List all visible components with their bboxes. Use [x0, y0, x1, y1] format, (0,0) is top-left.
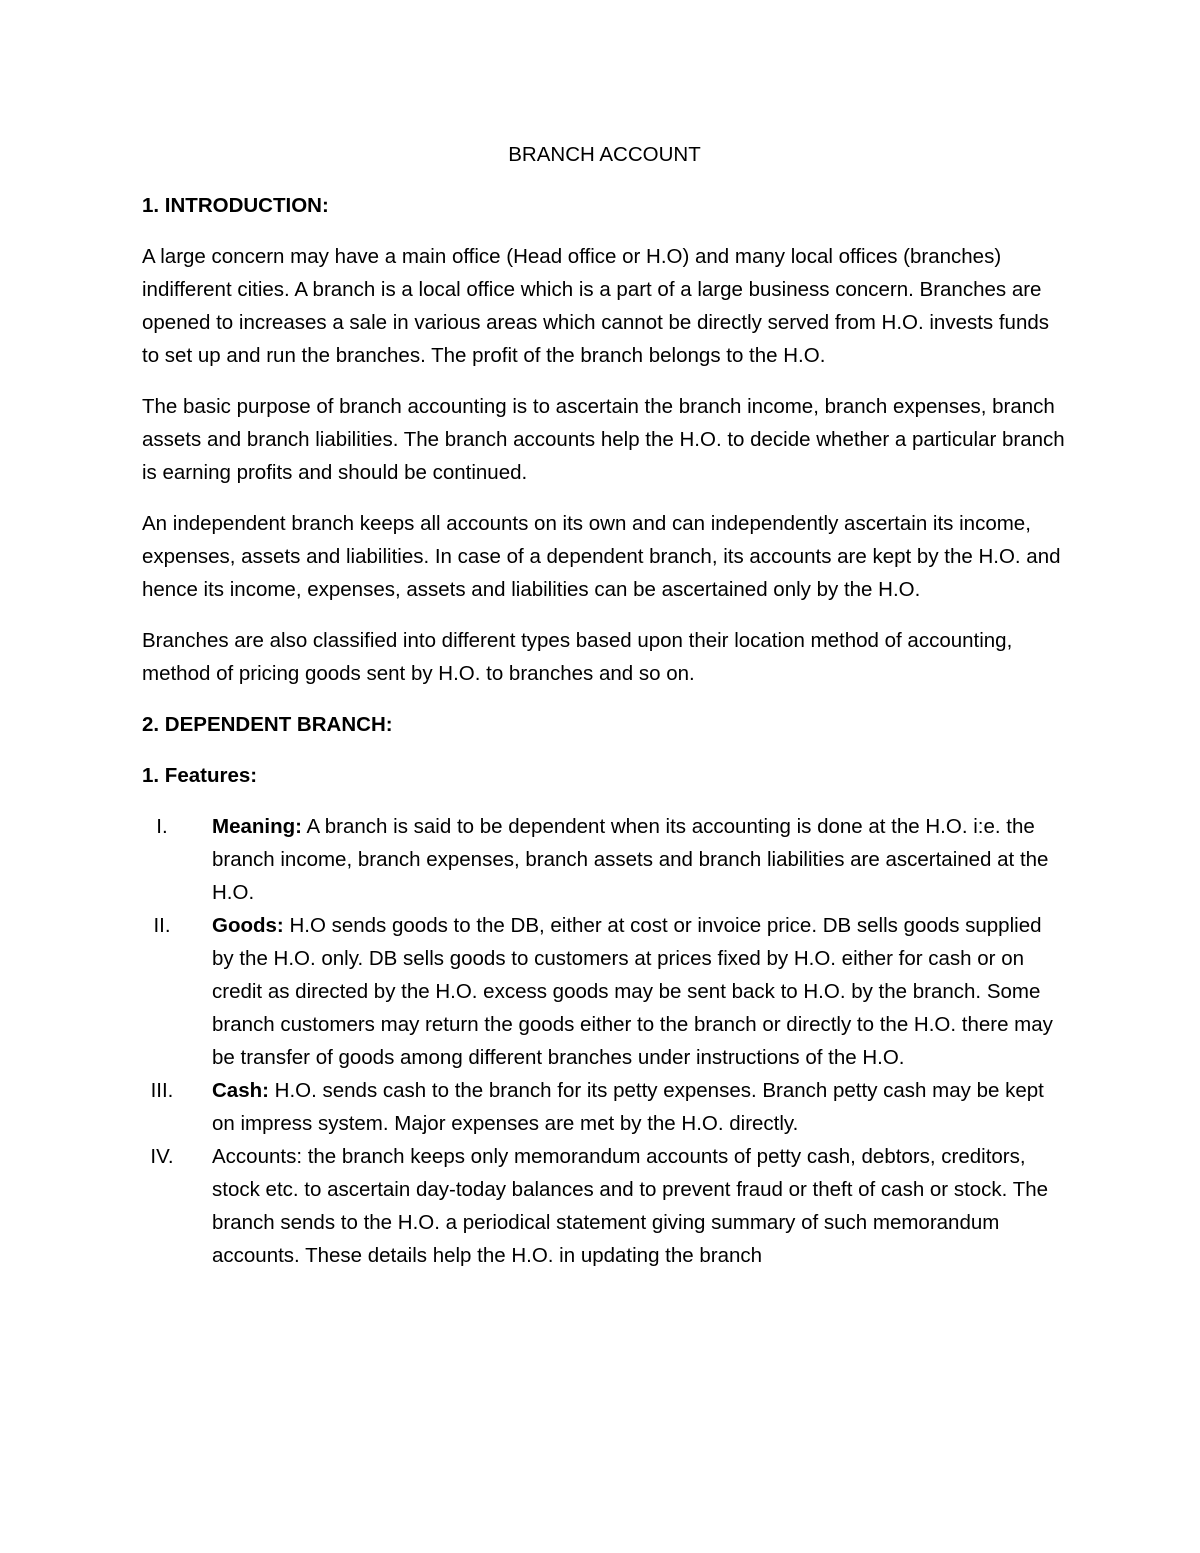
feature-label: Meaning:: [212, 815, 302, 838]
feature-item-cash: [142, 1074, 1067, 1140]
document-page: [142, 138, 1067, 1272]
subheading-features: 1. Features:: [142, 764, 258, 787]
feature-label: Goods:: [212, 914, 284, 937]
feature-item-accounts: [142, 1140, 1067, 1272]
feature-text: H.O. sends cash to the branch for its petty expenses. Branch petty cash may be kept on impress system. Major expenses are met by the H.O. directly.: [212, 1079, 1044, 1135]
feature-number: IV.: [150, 1145, 174, 1168]
intro-paragraph-2: The basic purpose of branch accounting is to ascertain the branch income, branch expenses, branch assets and branch liabilities. The branch accounts help the H.O. to decide whether a particular branch is earning profits and should be continued.: [142, 395, 1065, 484]
feature-text: A branch is said to be dependent when its accounting is done at the H.O. i:e. the branch income, branch expenses, branch assets and branch liabilities are ascertained at the H.O.: [212, 815, 1049, 904]
feature-item-meaning: [142, 810, 1067, 909]
feature-text: Accounts: the branch keeps only memorandum accounts of petty cash, debtors, creditors, stock etc. to ascertain day-today balances and to prevent fraud or theft of cash or stock. The branch sends to the H.O. a periodical statement giving summary of such memorandum accounts. These details help the H.O. in updating the branch: [212, 1145, 1049, 1267]
intro-paragraph-1: A large concern may have a main office (Head office or H.O) and many local offices (branches) indifferent cities. A branch is a local office which is a part of a large business concern. Branches are opened to increases a sale in various areas which cannot be directly served from H.O. invests funds to set up and run the branches. The profit of the branch belongs to the H.O.: [142, 245, 1050, 367]
feature-number: III.: [150, 1079, 174, 1102]
intro-paragraph-3: An independent branch keeps all accounts on its own and can independently ascertain its income, expenses, assets and liabilities. In case of a dependent branch, its accounts are kept by the H.O. and hence its income, expenses, assets and liabilities can be ascertained only by the H.O.: [142, 512, 1061, 601]
section-heading-dependent-branch: 2. DEPENDENT BRANCH:: [142, 713, 393, 736]
feature-text: H.O sends goods to the DB, either at cost or invoice price. DB sells goods supplied by the H.O. only. DB sells goods to customers at prices fixed by H.O. either for cash or on credit as directed by the H.O. excess goods may be sent back to H.O. by the branch. Some branch customers may return the goods either to the branch or directly to the H.O. there may be transfer of goods among different branches under instructions of the H.O.: [212, 914, 1053, 1069]
feature-label: Cash:: [212, 1079, 269, 1102]
document-title: BRANCH ACCOUNT: [508, 143, 701, 166]
features-list: [142, 810, 1067, 1272]
feature-number: I.: [156, 815, 168, 838]
intro-paragraph-4: Branches are also classified into different types based upon their location method of accounting, method of pricing goods sent by H.O. to branches and so on.: [142, 629, 1013, 685]
feature-number: II.: [153, 914, 171, 937]
section-heading-introduction: 1. INTRODUCTION:: [142, 194, 329, 217]
feature-item-goods: [142, 909, 1067, 1074]
